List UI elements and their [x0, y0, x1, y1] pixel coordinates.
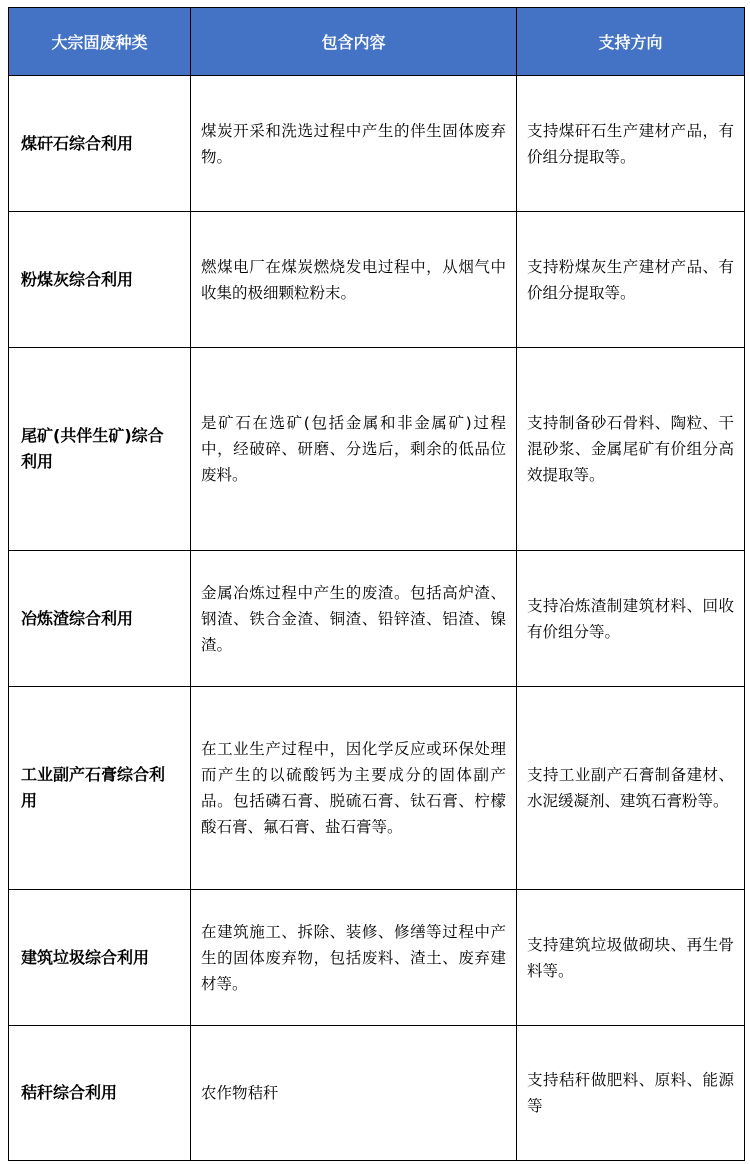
row-category: 秸秆综合利用 — [9, 1026, 191, 1161]
row-content: 金属冶炼过程中产生的废渣。包括高炉渣、钢渣、铁合金渣、铜渣、铅锌渣、铝渣、镍渣。 — [191, 551, 517, 687]
row-content: 在工业生产过程中，因化学反应或环保处理而产生的以硫酸钙为主要成分的固体副产品。包括磷石膏、脱硫石膏、钛石膏、柠檬酸石膏、氟石膏、盐石膏等。 — [191, 687, 517, 890]
row-content: 农作物秸秆 — [191, 1026, 517, 1161]
row-direction: 支持粉煤灰生产建材产品、有价组分提取等。 — [517, 212, 745, 348]
row-direction: 支持工业副产石膏制备建材、水泥缓凝剂、建筑石膏粉等。 — [517, 687, 745, 890]
table-row — [9, 348, 745, 551]
row-direction: 支持冶炼渣制建筑材料、回收有价组分等。 — [517, 551, 745, 687]
table-row — [9, 890, 745, 1026]
row-category: 工业副产石膏综合利用 — [9, 687, 191, 890]
header-category: 大宗固废种类 — [9, 8, 191, 76]
row-direction: 支持秸秆做肥料、原料、能源等 — [517, 1026, 745, 1161]
row-category: 尾矿(共伴生矿)综合利用 — [9, 348, 191, 551]
row-direction: 支持建筑垃圾做砌块、再生骨料等。 — [517, 890, 745, 1026]
table-row — [9, 687, 745, 890]
row-category: 建筑垃圾综合利用 — [9, 890, 191, 1026]
table-row — [9, 551, 745, 687]
row-content: 在建筑施工、拆除、装修、修缮等过程中产生的固体废弃物，包括废料、渣土、废弃建材等。 — [191, 890, 517, 1026]
table-row — [9, 76, 745, 212]
row-category: 冶炼渣综合利用 — [9, 551, 191, 687]
row-direction: 支持煤矸石生产建材产品，有价组分提取等。 — [517, 76, 745, 212]
row-content: 燃煤电厂在煤炭燃烧发电过程中，从烟气中收集的极细颗粒粉末。 — [191, 212, 517, 348]
table-body — [9, 76, 745, 1161]
row-content: 煤炭开采和洗选过程中产生的伴生固体废弃物。 — [191, 76, 517, 212]
header-row — [9, 8, 745, 76]
row-category: 粉煤灰综合利用 — [9, 212, 191, 348]
row-content: 是矿石在选矿(包括金属和非金属矿)过程中，经破碎、研磨、分选后，剩余的低品位废料。 — [191, 348, 517, 551]
table-row — [9, 1026, 745, 1161]
solid-waste-table — [8, 7, 745, 1161]
table-header — [9, 8, 745, 76]
row-category: 煤矸石综合利用 — [9, 76, 191, 212]
header-direction: 支持方向 — [517, 8, 745, 76]
row-direction: 支持制备砂石骨料、陶粒、干混砂浆、金属尾矿有价组分高效提取等。 — [517, 348, 745, 551]
table-row — [9, 212, 745, 348]
header-content: 包含内容 — [191, 8, 517, 76]
